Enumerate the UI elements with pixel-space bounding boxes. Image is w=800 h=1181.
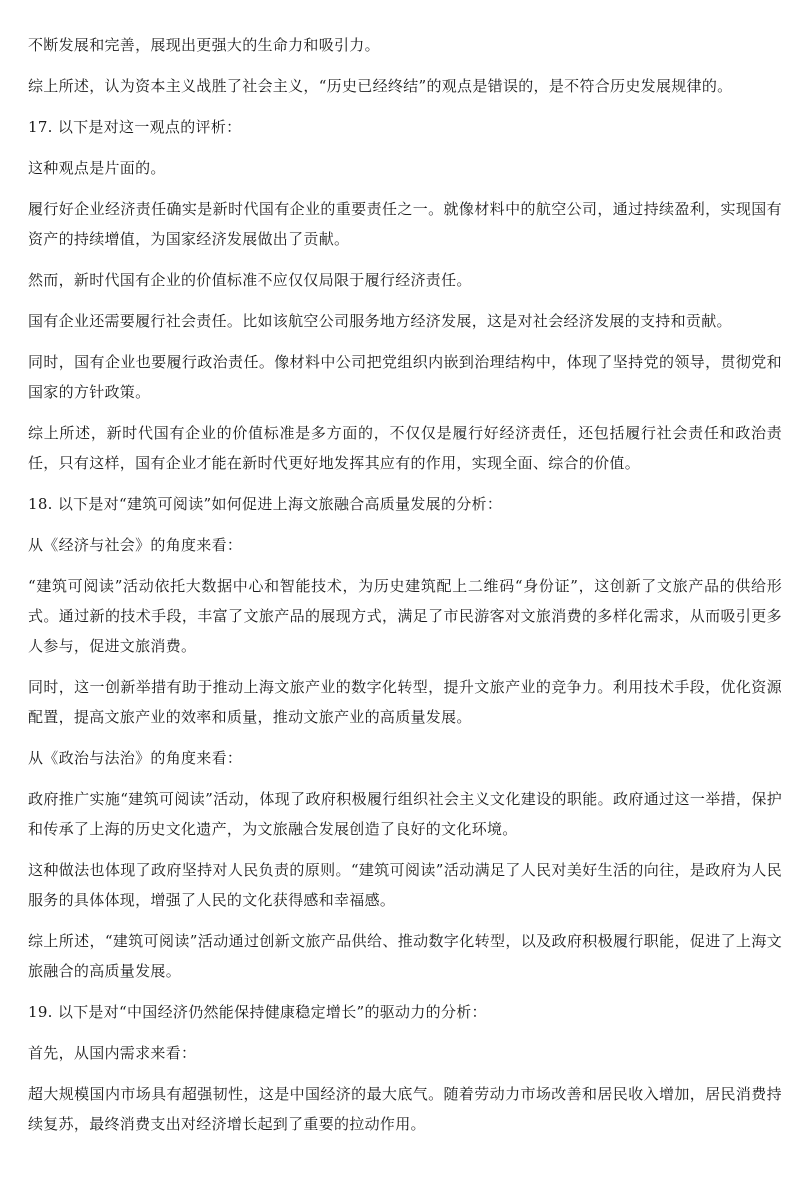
question-heading-18: 18. 以下是对“建筑可阅读”如何促进上海文旅融合高质量发展的分析： xyxy=(28,495,503,513)
paragraph: 这种做法也体现了政府坚持对人民负责的原则。“建筑可阅读”活动满足了人民对美好生活的向往，是政府为人民服务的具体体现，增强了人民的文化获得感和幸福感。 xyxy=(28,861,782,909)
section-heading: 首先，从国内需求来看： xyxy=(28,1044,197,1062)
paragraph: 综上所述，新时代国有企业的价值标准是多方面的，不仅仅是履行好经济责任，还包括履行社会责任和政治责任，只有这样，国有企业才能在新时代更好地发挥其应有的作用，实现全面、综合的价值。 xyxy=(28,424,782,472)
paragraph-list xyxy=(28,30,782,1139)
paragraph: “建筑可阅读”活动依托大数据中心和智能技术，为历史建筑配上二维码“身份证”，这创新了文旅产品的供给形式。通过新的技术手段，丰富了文旅产品的展现方式，满足了市民游客对文旅消费的多样化需求，从而吸引更多人参与，促进文旅消费。 xyxy=(28,577,782,655)
paragraph: 同时，国有企业也要履行政治责任。像材料中公司把党组织内嵌到治理结构中，体现了坚持党的领导，贯彻党和国家的方针政策。 xyxy=(28,353,782,401)
question-heading-17: 17. 以下是对这一观点的评析： xyxy=(28,118,242,136)
section-heading: 从《经济与社会》的角度来看： xyxy=(28,536,243,554)
paragraph: 同时，这一创新举措有助于推动上海文旅产业的数字化转型，提升文旅产业的竞争力。利用技术手段，优化资源配置，提高文旅产业的效率和质量，推动文旅产业的高质量发展。 xyxy=(28,678,782,726)
paragraph: 不断发展和完善，展现出更强大的生命力和吸引力。 xyxy=(28,36,380,54)
paragraph: 这种观点是片面的。 xyxy=(28,159,166,177)
paragraph: 然而，新时代国有企业的价值标准不应仅仅局限于履行经济责任。 xyxy=(28,271,472,289)
paragraph: 政府推广实施“建筑可阅读”活动，体现了政府积极履行组织社会主义文化建设的职能。政府通过这一举措，保护和传承了上海的历史文化遗产，为文旅融合发展创造了良好的文化环境。 xyxy=(28,790,782,838)
paragraph: 综上所述，“建筑可阅读”活动通过创新文旅产品供给、推动数字化转型，以及政府积极履行职能，促进了上海文旅融合的高质量发展。 xyxy=(28,932,782,980)
paragraph: 履行好企业经济责任确实是新时代国有企业的重要责任之一。就像材料中的航空公司，通过持续盈利，实现国有资产的持续增值，为国家经济发展做出了贡献。 xyxy=(28,200,782,248)
section-heading: 从《政治与法治》的角度来看： xyxy=(28,749,243,767)
question-heading-19: 19. 以下是对“中国经济仍然能保持健康稳定增长”的驱动力的分析： xyxy=(28,1003,487,1021)
paragraph: 超大规模国内市场具有超强韧性，这是中国经济的最大底气。随着劳动力市场改善和居民收入增加，居民消费持续复苏，最终消费支出对经济增长起到了重要的拉动作用。 xyxy=(28,1085,782,1133)
paragraph: 综上所述，认为资本主义战胜了社会主义，“历史已经终结”的观点是错误的，是不符合历史发展规律的。 xyxy=(28,77,733,95)
paragraph: 国有企业还需要履行社会责任。比如该航空公司服务地方经济发展，这是对社会经济发展的支持和贡献。 xyxy=(28,312,732,330)
